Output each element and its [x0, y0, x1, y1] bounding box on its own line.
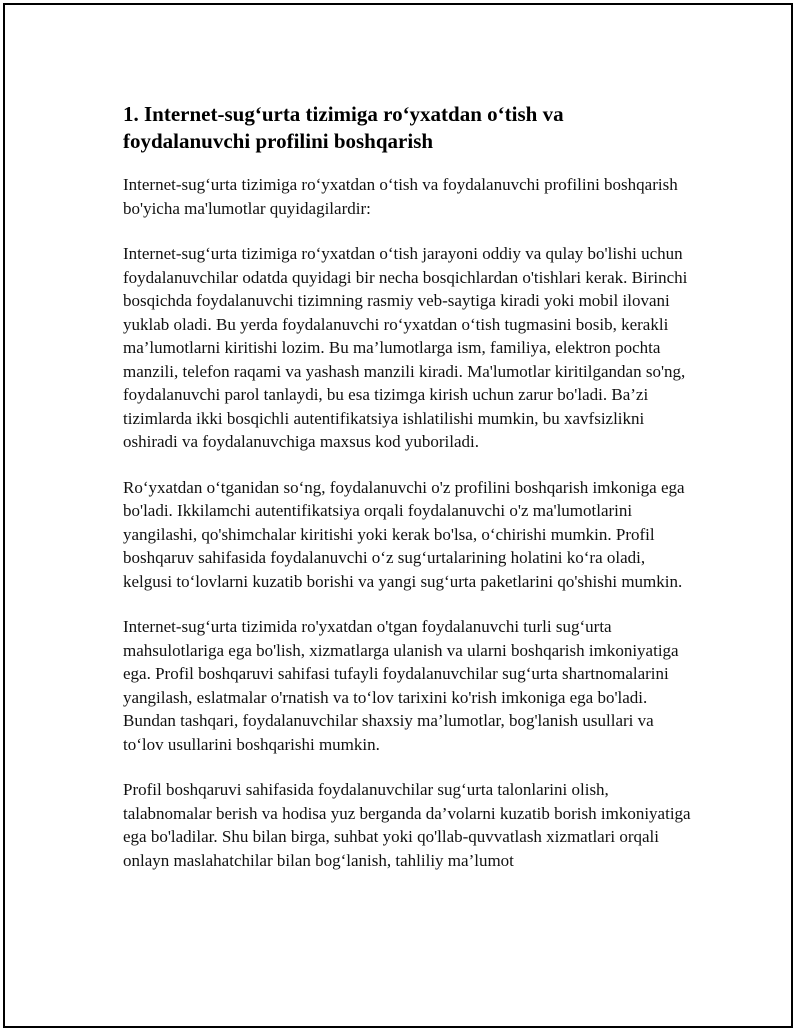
paragraph-registered-user: Internet-sug‘urta tizimida ro'yxatdan o'tgan foydalanuvchi turli sug‘urta mahsulotlariga ega bo'lish, xizmatlarga ulanish va ularni boshqarish imkoniyatiga ega. Profil boshqaruvi sahifasi tufayli foydalanuvchilar sug‘urta shartnomalarini yangilash, eslatmalar o'rnatish va to‘lov tarixini ko'rish imkoniga ega bo'ladi. Bundan tashqari, foydalanuvchilar shaxsiy ma’lumotlar, bog'lanish usullari va to‘lov usullarini boshqarishi mumkin. — [123, 617, 679, 754]
document-body — [123, 101, 691, 894]
paragraph-intro: Internet-sug‘urta tizimiga ro‘yxatdan o‘tish va foydalanuvchi profilini boshqarish bo'yicha ma'lumotlar quyidagilardir: — [123, 175, 678, 218]
paragraph-profile-page: Profil boshqaruvi sahifasida foydalanuvchilar sug‘urta talonlarini olish, talabnomalar berish va hodisa yuz berganda da’volarni kuzatib borish imkoniyatiga ega bo'ladilar. Shu bilan birga, suhbat yoki qo'llab-quvvatlash xizmatlari orqali onlayn maslahatchilar bilan bog‘lanish, tahliliy ma’lumot — [123, 780, 691, 870]
section-heading: 1. Internet-sug‘urta tizimiga ro‘yxatdan o‘tish va foydalanuvchi profilini boshqarish — [123, 102, 564, 153]
page-frame — [3, 3, 793, 1028]
paragraph-registration: Internet-sug‘urta tizimiga ro‘yxatdan o‘tish jarayoni oddiy va qulay bo'lishi uchun foydalanuvchilar odatda quyidagi bir necha bosqichlardan o'tishlari kerak. Birinchi bosqichda foydalanuvchi tizimning rasmiy veb-saytiga kiradi yoki mobil ilovani yuklab oladi. Bu yerda foydalanuvchi ro‘yxatdan o‘tish tugmasini bosib, kerakli ma’lumotlarni kiritishi lozim. Bu ma’lumotlarga ism, familiya, elektron pochta manzili, telefon raqami va yashash manzili kiradi. Ma'lumotlar kiritilgandan so'ng, foydalanuvchi parol tanlaydi, bu esa tizimga kirish uchun zarur bo'ladi. Ba’zi tizimlarda ikki bosqichli autentifikatsiya ishlatilishi mumkin, bu xavfsizlikni oshiradi va foydalanuvchiga maxsus kod yuboriladi. — [123, 244, 688, 451]
paragraph-profile-management: Ro‘yxatdan o‘tganidan so‘ng, foydalanuvchi o'z profilini boshqarish imkoniga ega bo'ladi. Ikkilamchi autentifikatsiya orqali foydalanuvchi o'z ma'lumotlarini yangilashi, qo'shimchalar kiritishi yoki kerak bo'lsa, o‘chirishi mumkin. Profil boshqaruv sahifasida foydalanuvchi o‘z sug‘urtalarining holatini ko‘ra oladi, kelgusi to‘lovlarni kuzatib borishi va yangi sug‘urta paketlarini qo'shishi mumkin. — [123, 477, 685, 591]
